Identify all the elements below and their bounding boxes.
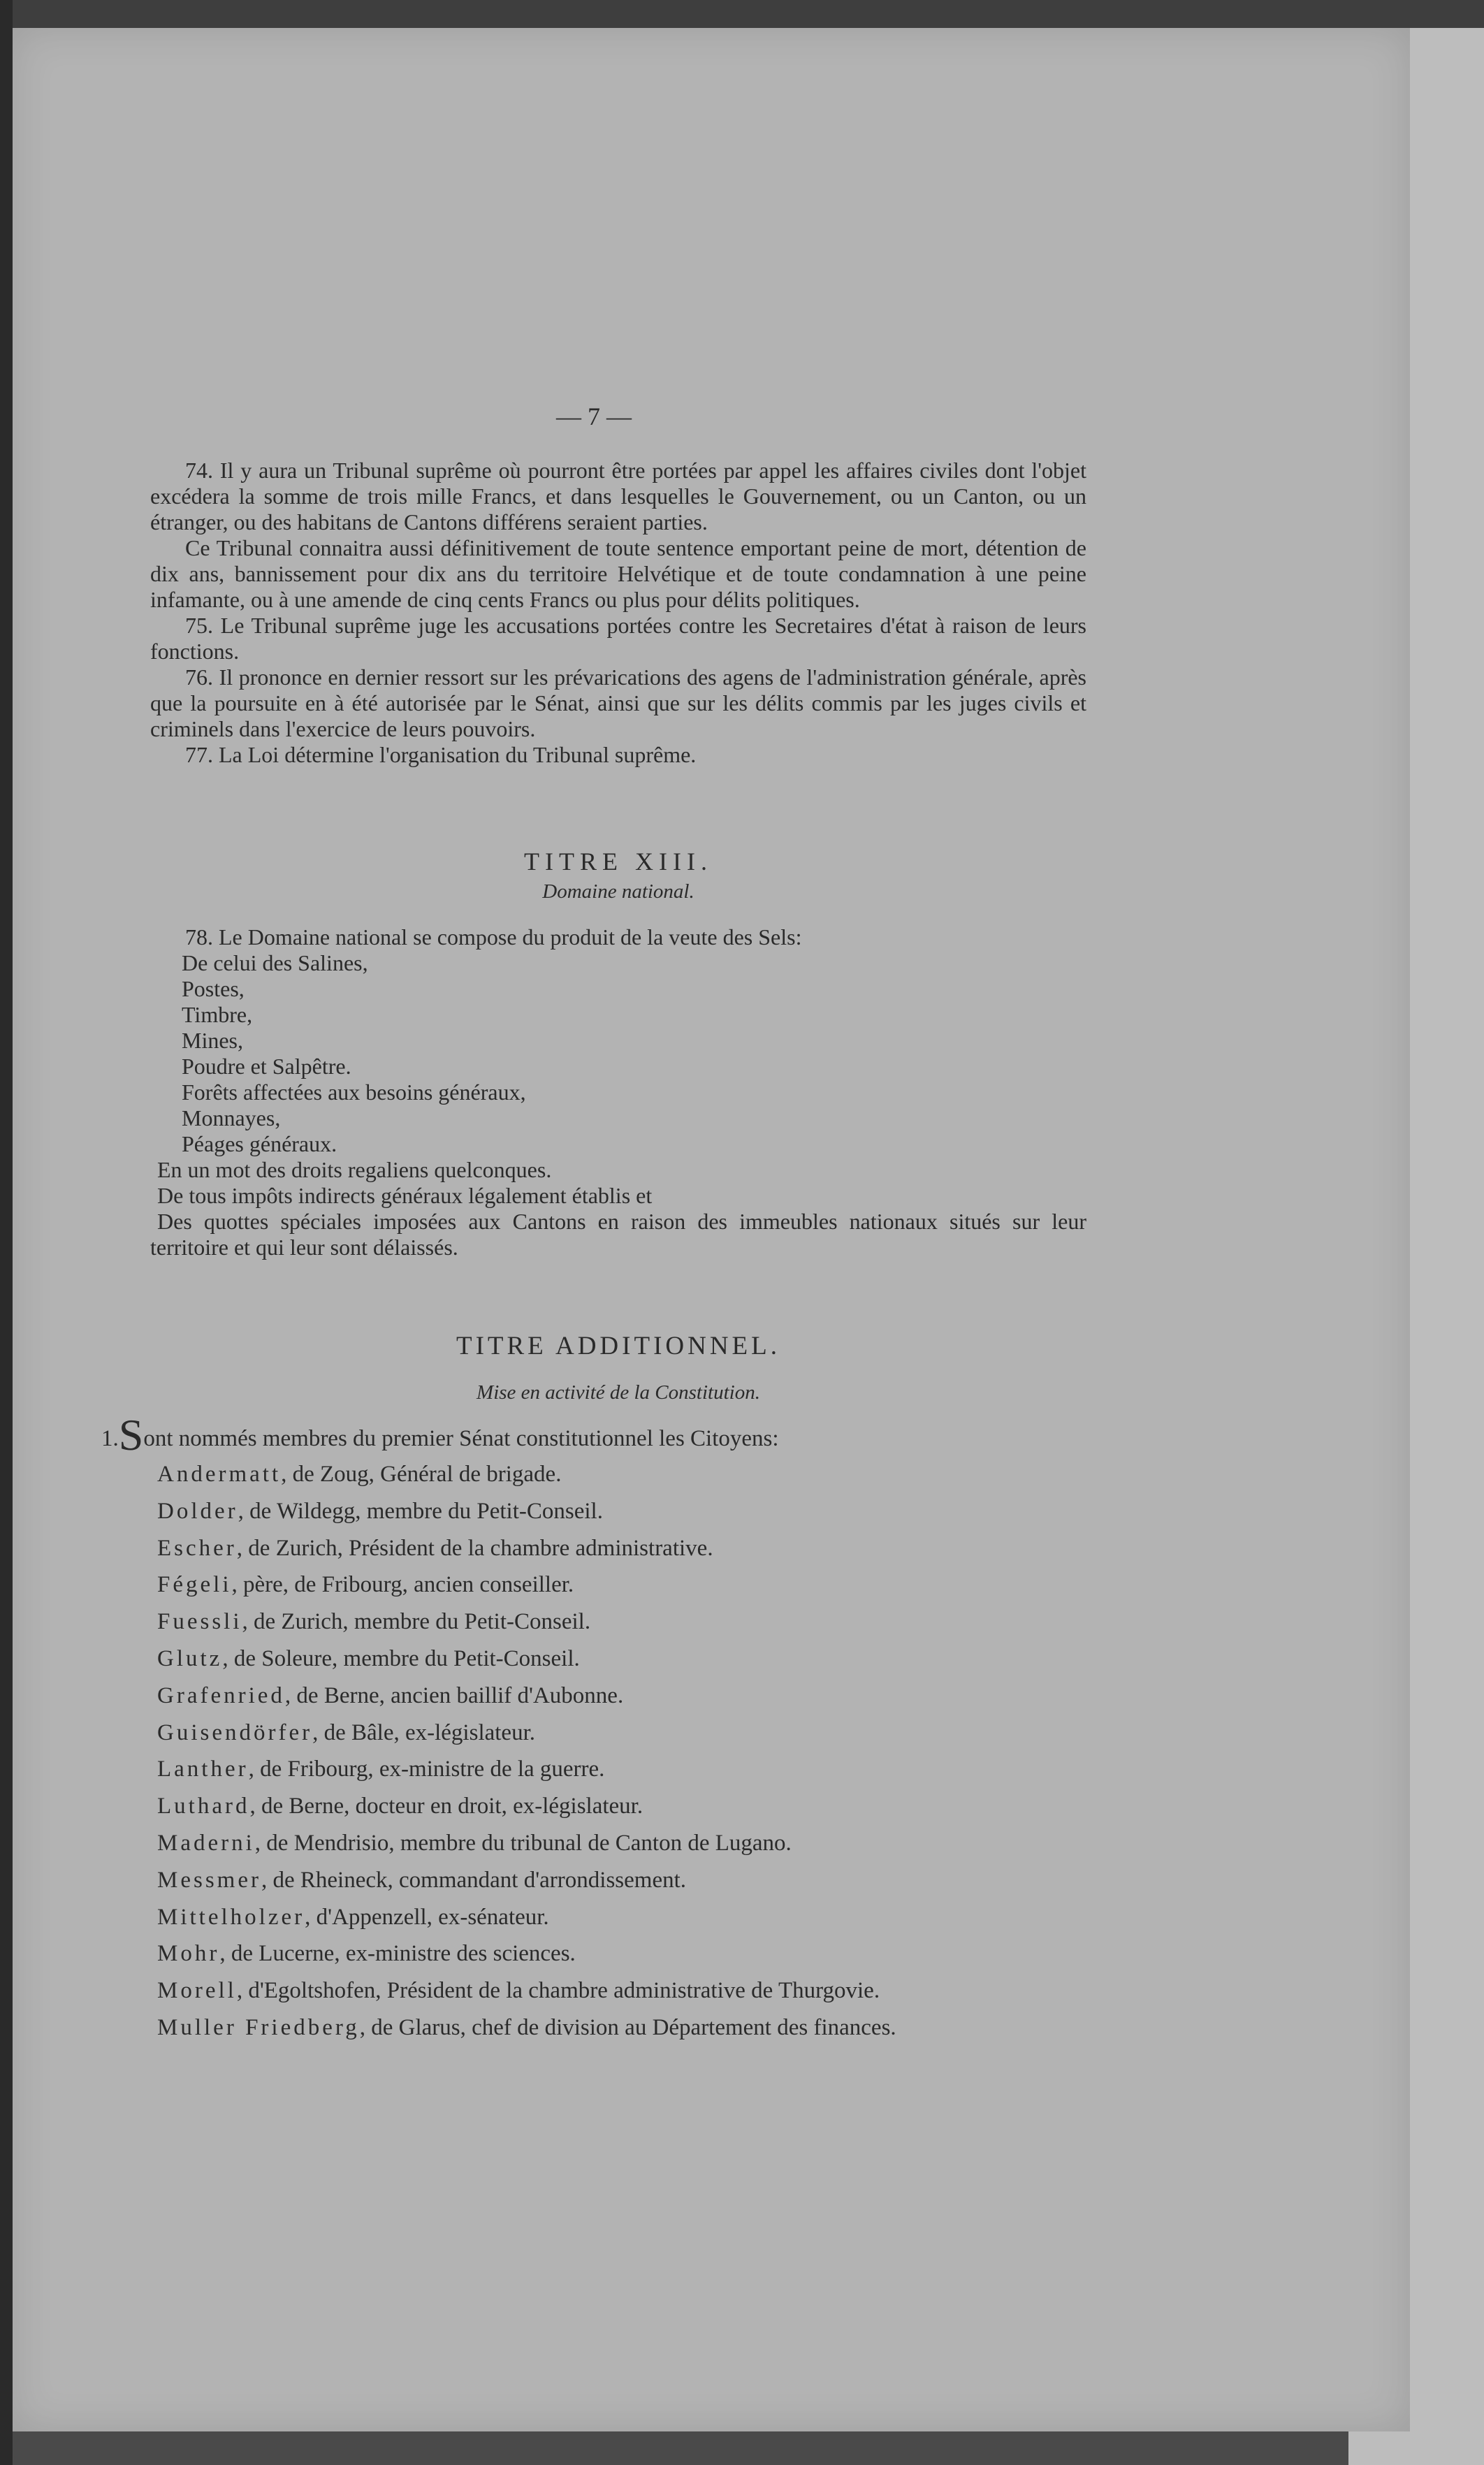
- list-item: [150, 1751, 1086, 1788]
- domain-item: Mines,: [182, 1028, 243, 1053]
- senator-desc: , de Bâle, ex-législateur.: [312, 1719, 535, 1745]
- senator-desc: , d'Egoltshofen, Président de la chambre administrative de Thurgovie.: [236, 1978, 880, 2004]
- senator-name: Luthard: [157, 1794, 250, 1819]
- senator-name: Morell: [157, 1978, 237, 2004]
- article-75: 75. Le Tribunal suprême juge les accusations portées contre les Secretaires d'état à raison de leurs fonctions.: [150, 613, 1086, 664]
- senator-name: Mohr: [157, 1941, 220, 1967]
- senator-desc: , de Zurich, membre du Petit-Conseil.: [242, 1609, 591, 1635]
- senator-name: Mittelholzer: [157, 1904, 305, 1930]
- senator-desc: , de Zurich, Président de la chambre administrative.: [236, 1535, 713, 1561]
- senator-name: Fégeli: [157, 1572, 232, 1598]
- droits-regaliens-line: En un mot des droits regaliens quelconques.: [157, 1157, 552, 1182]
- senator-desc: , de Mendrisio, membre du tribunal de Canton de Lugano.: [254, 1830, 792, 1856]
- titre-13-subtitle: Domaine national.: [542, 880, 694, 903]
- article-77: 77. La Loi détermine l'organisation du Tribunal suprême.: [185, 742, 697, 767]
- titre-additionnel-section: [101, 1332, 1086, 2046]
- titre-13-section: [150, 849, 1086, 1260]
- senator-desc: , de Rheineck, commandant d'arrondissement.: [261, 1867, 687, 1893]
- article-76: 76. Il prononce en dernier ressort sur les prévarications des agens de l'administration générale, après que la poursuite en à été autorisée par le Sénat, ainsi que sur les délits commis par les juges civils et criminels dans l'exercice de leurs pouvoirs.: [150, 664, 1086, 741]
- titre-additionnel-heading: TITRE ADDITIONNEL.: [456, 1332, 781, 1360]
- senator-name: Escher: [157, 1535, 237, 1561]
- senator-desc: , de Fribourg, ex-ministre de la guerre.: [248, 1757, 605, 1782]
- quottes-speciales-line: Des quottes spéciales imposées aux Cantons en raison des immeubles nationaux situés sur leur territoire et qui leur sont délaissés.: [150, 1209, 1086, 1260]
- list-item: [150, 1935, 1086, 1972]
- list-item: [150, 1604, 1086, 1641]
- senator-name: Muller Friedberg: [157, 2014, 360, 2040]
- senator-name: Grafenried: [157, 1682, 285, 1708]
- article-1-text: ont nommés membres du premier Sénat constitutionnel les Citoyens:: [143, 1426, 779, 1451]
- list-item: [150, 1788, 1086, 1825]
- list-item: [150, 1825, 1086, 1862]
- article-1-dropcap: S: [118, 1410, 144, 1460]
- senator-desc: , de Soleure, membre du Petit-Conseil.: [222, 1645, 580, 1671]
- senator-name: Lanther: [157, 1757, 249, 1782]
- titre-13-heading: TITRE XIII.: [524, 848, 713, 875]
- titre-additionnel-subtitle: Mise en activité de la Constitution.: [477, 1381, 760, 1404]
- senator-name: Fuessli: [157, 1609, 242, 1635]
- domain-item: Timbre,: [182, 1002, 253, 1027]
- senator-desc: , de Lucerne, ex-ministre des sciences.: [219, 1941, 576, 1967]
- list-item: [150, 1972, 1086, 2009]
- tribunal-section: [150, 458, 1086, 768]
- additionnel-article-1: [101, 1410, 1086, 1460]
- list-item: [150, 1456, 1086, 1493]
- article-1-number: 1.: [101, 1426, 119, 1451]
- list-item: [150, 1530, 1086, 1567]
- scan-background-left: [0, 0, 13, 2465]
- domain-item: Monnayes,: [182, 1105, 281, 1130]
- list-item: [150, 1899, 1086, 1936]
- senator-name: Messmer: [157, 1867, 261, 1893]
- article-78-intro: 78. Le Domaine national se compose du produit de la veute des Sels:: [185, 924, 802, 950]
- senator-name: Andermatt: [157, 1462, 282, 1487]
- impots-indirects-line: De tous impôts indirects généraux légalement établis et: [157, 1183, 653, 1208]
- domain-item: De celui des Salines,: [182, 950, 368, 975]
- senator-name: Guisendörfer: [157, 1719, 313, 1745]
- domain-item: Forêts affectées aux besoins généraux,: [182, 1079, 526, 1105]
- list-item: [150, 1715, 1086, 1752]
- senator-desc: , d'Appenzell, ex-sénateur.: [305, 1904, 549, 1930]
- list-item: [150, 1678, 1086, 1715]
- domain-item: Poudre et Salpêtre.: [182, 1054, 351, 1079]
- domain-item: Postes,: [182, 976, 245, 1001]
- article-74-paragraph-1: 74. Il y aura un Tribunal suprême où pourront être portées par appel les affaires civiles dont l'objet excédera la somme de trois mille Francs, et dans lesquelles le Gouvernement, ou un Canton, ou un étranger, ou des habitans de Cantons différens seraient parties.: [150, 458, 1086, 535]
- list-item: [150, 1493, 1086, 1530]
- domain-item: Péages généraux.: [182, 1131, 337, 1156]
- senator-desc: , de Zoug, Général de brigade.: [281, 1462, 562, 1487]
- page-number: — 7 —: [556, 402, 632, 430]
- list-item: [150, 1862, 1086, 1899]
- list-item: [150, 2009, 1086, 2046]
- senator-desc: , de Berne, docteur en droit, ex-législateur.: [249, 1794, 643, 1819]
- senator-desc: , de Berne, ancien baillif d'Aubonne.: [284, 1682, 624, 1708]
- list-item: [150, 1641, 1086, 1678]
- senators-list: [150, 1456, 1086, 2046]
- senator-name: Maderni: [157, 1830, 255, 1856]
- senator-desc: , de Wildegg, membre du Petit-Conseil.: [238, 1498, 603, 1524]
- list-item: [150, 1566, 1086, 1604]
- senator-name: Glutz: [157, 1645, 223, 1671]
- senator-desc: , père, de Fribourg, ancien conseiller.: [231, 1572, 574, 1598]
- senator-name: Dolder: [157, 1498, 238, 1524]
- senator-desc: , de Glarus, chef de division au Département des finances.: [359, 2014, 896, 2040]
- article-74-paragraph-2: Ce Tribunal connaitra aussi définitivement de toute sentence emportant peine de mort, détention de dix ans, bannissement pour dix ans du territoire Helvétique et de toute condamnation à une peine infamante, ou à une amende de cinq cents Francs ou plus pour délits politiques.: [150, 535, 1086, 612]
